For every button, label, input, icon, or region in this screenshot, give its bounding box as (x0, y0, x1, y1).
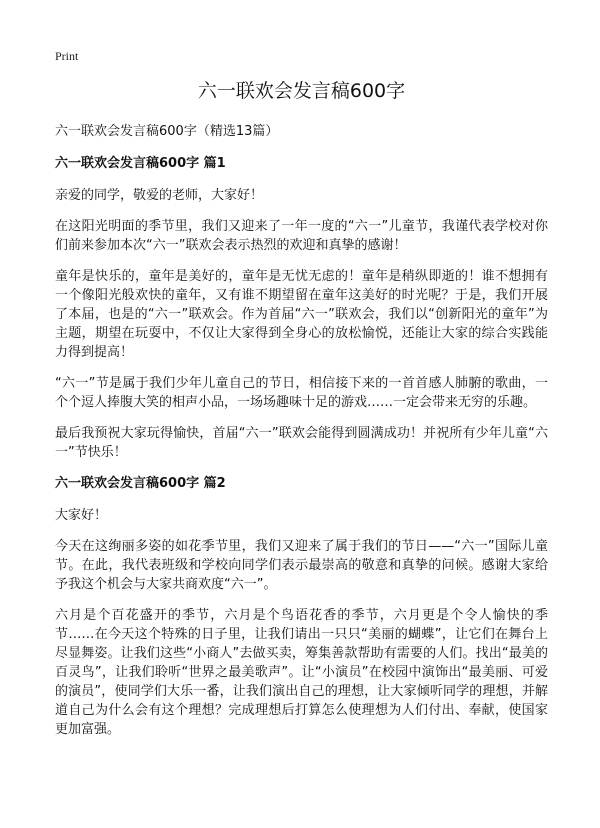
section-heading: 六一联欢会发言稿600字 篇1 (55, 156, 226, 171)
paragraph: 最后我预祝大家玩得愉快，首届“六一”联欢会能得到圆满成功！并祝所有少年儿童“六一”节快乐！ (55, 426, 548, 460)
paragraph-greeting: 大家好！ (55, 508, 108, 523)
section-heading: 六一联欢会发言稿600字 篇2 (55, 476, 226, 491)
section-2 (55, 474, 548, 739)
document-title: 六一联欢会发言稿600字 (197, 80, 406, 102)
document-content (55, 122, 548, 751)
paragraph-greeting: 亲爱的同学，敬爱的老师，大家好！ (55, 188, 264, 203)
paragraph: 童年是快乐的，童年是美好的，童年是无忧无虑的！童年是稍纵即逝的！谁不想拥有一个像阳光般欢快的童年，又有谁不期望留在童年这美好的时光呢？于是，我们开展了本届，也是的“六一”联欢会。作为首届“六一”联欢会，我们以“创新阳光的童年”为主题，期望在玩耍中，不仅让大家得到全身心的放松愉悦，还能让大家的综合实践能力得到提高！ (55, 269, 548, 360)
document-subtitle: 六一联欢会发言稿600字（精选13篇） (55, 124, 279, 139)
print-link[interactable]: Print (55, 49, 79, 63)
paragraph: 六月是个百花盛开的季节，六月是个鸟语花香的季节，六月更是个令人愉快的季节……在今天这个特殊的日子里，让我们请出一只只“美丽的蝴蝶”，让它们在舞台上尽显舞姿。让我们这些“小商人”去做买卖，筹集善款帮助有需要的人们。找出“最美的百灵鸟”，让我们聆听“世界之最美歌声”。让“小演员”在校园中演饰出“最美丽、可爱的演员”，使同学们大乐一番，让我们演出自己的理想，让大家倾听同学的理想，并解道自己为什么会有这个理想？完成理想后打算怎么使理想为人们付出、奉献，使国家更加富强。 (55, 608, 548, 737)
paragraph: “六一”节是属于我们少年儿童自己的节日，相信接下来的一首首感人肺腑的歌曲，一个个逗人捧腹大笑的相声小品，一场场趣味十足的游戏……一定会带来无穷的乐趣。 (55, 376, 548, 410)
paragraph: 在这阳光明面的季节里，我们又迎来了一年一度的“六一”儿童节，我谨代表学校对你们前来参加本次“六一”联欢会表示热烈的欢迎和真挚的感谢！ (55, 219, 548, 253)
paragraph: 今天在这绚丽多姿的如花季节里，我们又迎来了属于我们的节日——“六一”国际儿童节。在此，我代表班级和学校向同学们表示最崇高的敬意和真挚的问候。感谢大家给予我这个机会与大家共商欢度“六一”。 (55, 539, 548, 592)
section-1 (55, 154, 548, 462)
